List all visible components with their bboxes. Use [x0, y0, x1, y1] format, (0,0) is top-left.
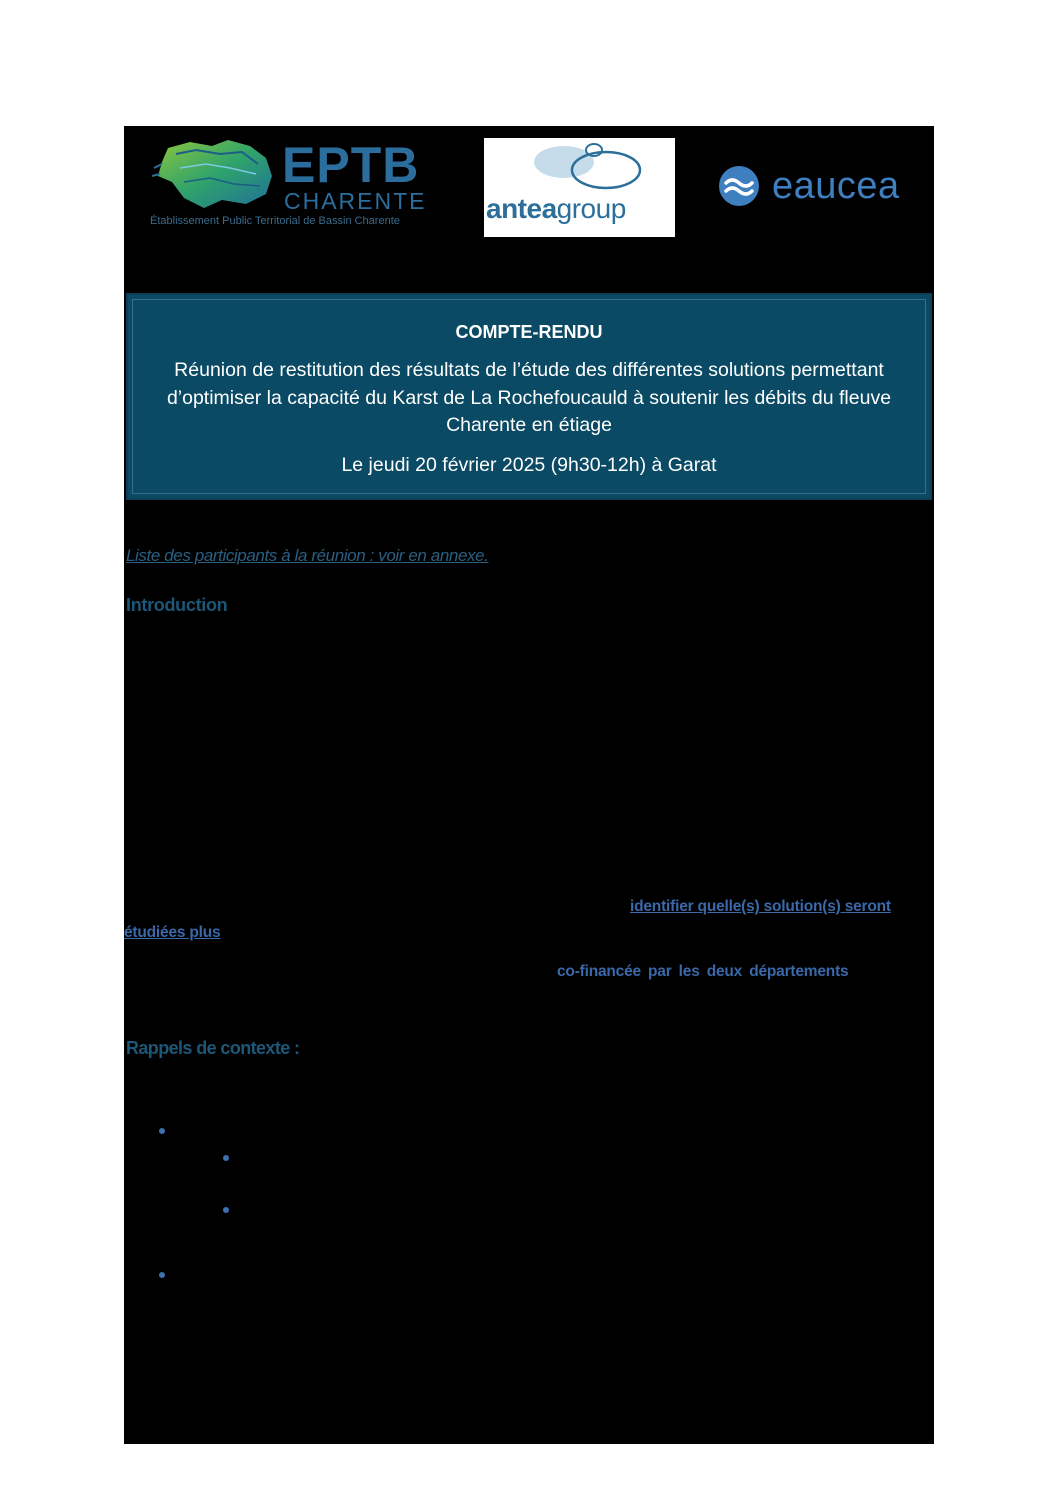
participants-link[interactable]: Liste des participants à la réunion : voir en annexe.	[126, 546, 489, 565]
antea-wordmark-rest: group	[556, 193, 626, 224]
section-heading-context: Rappels de contexte :	[126, 1038, 300, 1058]
meeting-subject: Réunion de restitution des résultats de l’étude des différentes solutions permettant d’optimiser la capacité du Karst de La Rochefoucauld à soutenir les débits du fleuve Charente en étiage	[166, 359, 892, 436]
cofinanced-highlight: co-financée par les deux départements	[557, 963, 849, 980]
antea-swirl-icon	[528, 140, 648, 198]
charente-wordmark: CHARENTE	[284, 188, 427, 214]
antea-wordmark-bold: antea	[486, 193, 557, 224]
eaucea-wordmark: eaucea	[772, 165, 900, 207]
eaucea-wave-icon	[718, 165, 760, 207]
charente-basin-map-icon	[150, 138, 278, 210]
section-heading-introduction: Introduction	[126, 595, 228, 615]
identify-solutions-link-line1[interactable]: identifier quelle(s) solution(s) seront	[630, 898, 891, 915]
identify-solutions-link-line2[interactable]: étudiées plus	[124, 924, 221, 941]
bullet-icon	[223, 1155, 229, 1161]
eptb-tagline: Établissement Public Territorial de Bassin Charente	[150, 215, 400, 227]
report-title-box	[126, 293, 932, 500]
bullet-icon	[223, 1207, 229, 1213]
eaucea-logo	[718, 164, 924, 210]
report-type-heading: COMPTE-RENDU	[455, 322, 603, 342]
eptb-wordmark: EPTB	[282, 137, 420, 193]
antea-group-logo	[484, 138, 675, 237]
bullet-icon	[159, 1272, 165, 1278]
meeting-date: Le jeudi 20 février 2025 (9h30-12h) à Garat	[341, 454, 717, 476]
bullet-icon	[159, 1128, 165, 1134]
document-page	[124, 126, 934, 1444]
eptb-charente-logo	[150, 138, 435, 230]
antea-wordmark	[486, 194, 626, 224]
